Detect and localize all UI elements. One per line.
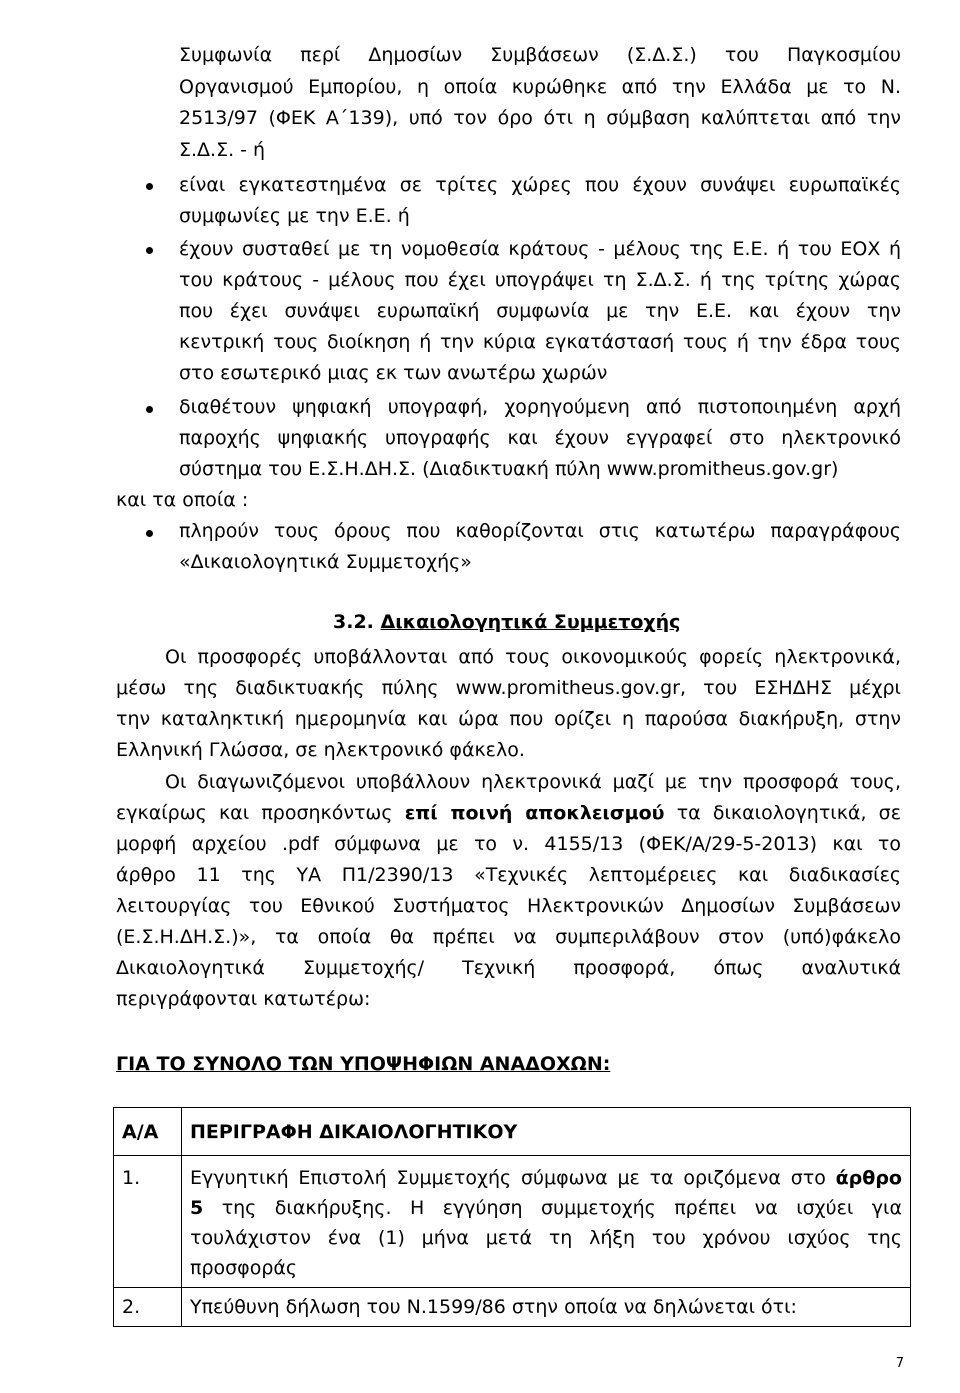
bullet-line: «Δικαιολογητικά Συμμετοχής» bbox=[179, 551, 472, 573]
header-cell: Α/Α bbox=[114, 1108, 182, 1156]
intro-line: Σ.Δ.Σ. - ή bbox=[179, 139, 266, 161]
paragraph-line: την καταληκτική ημερομηνία και ώρα που ορίζει η παρούσα διακήρυξη, στην bbox=[116, 708, 901, 730]
paragraph-line: λειτουργίας του Εθνικού Συστήματος Ηλεκτρονικών Δημοσίων Συμβάσεων bbox=[116, 895, 901, 917]
bullet-line: στο εσωτερικό μιας εκ των ανωτέρω χωρών bbox=[179, 362, 608, 384]
bullet-line: πληρούν τους όρους που καθορίζονται στις κατωτέρω παραγράφους bbox=[179, 520, 901, 542]
emphasis-text: επί ποινή αποκλεισμού bbox=[404, 802, 665, 824]
paragraph-line: Δικαιολογητικά Συμμετοχής/ Τεχνική προσφορά, όπως αναλυτικά bbox=[116, 957, 901, 979]
bullet-line: συμφωνίες με την Ε.Ε. ή bbox=[179, 205, 410, 227]
bullet-icon bbox=[146, 247, 153, 254]
text-run: εγκαίρως και προσηκόντως bbox=[116, 802, 405, 824]
header-cell: ΠΕΡΙΓΡΑΦΗ ΔΙΚΑΙΟΛΟΓΗΤΙΚΟΥ bbox=[182, 1108, 911, 1156]
text-run: Εγγυητική Επιστολή Συμμετοχής σύμφωνα με τα οριζόμενα στο bbox=[190, 1167, 836, 1189]
paragraph-line: μέσω της διαδικτυακής πύλης www.promitheus.gov.gr, του ΕΣΗΔΗΣ μέχρι bbox=[116, 677, 901, 699]
section-heading bbox=[333, 611, 680, 633]
paragraph-line: Οι προσφορές υποβάλλονται από τους οικονομικούς φορείς ηλεκτρονικά, bbox=[165, 646, 901, 668]
table-row bbox=[114, 1288, 911, 1327]
intro-line: 2513/97 (ΦΕΚ Α΄139), υπό τον όρο ότι η σύμβαση καλύπτεται από την bbox=[179, 107, 901, 129]
bullet-icon bbox=[146, 530, 153, 537]
table-row bbox=[114, 1156, 911, 1288]
bullet-line: κεντρική τους διοίκηση ή την κύρια εγκατάστασή τους ή την έδρα τους bbox=[179, 331, 901, 353]
intro-line: Οργανισμού Εμπορίου, η οποία κυρώθηκε από την Ελλάδα με το Ν. bbox=[179, 76, 901, 98]
row-description: Υπεύθυνη δήλωση του Ν.1599/86 στην οποία να δηλώνεται ότι: bbox=[182, 1288, 911, 1327]
bullet-icon bbox=[146, 183, 153, 190]
bullet-line: που έχει συνάψει ευρωπαϊκή συμφωνία με την Ε.Ε. και έχουν την bbox=[179, 300, 901, 322]
section-title: Δικαιολογητικά Συμμετοχής bbox=[380, 611, 681, 633]
cell-line: τουλάχιστον ένα (1) μήνα μετά τη λήξη του χρόνου ισχύος της bbox=[190, 1227, 902, 1249]
paragraph-line: Οι διαγωνιζόμενοι υποβάλλουν ηλεκτρονικά μαζί με την προσφορά τους, bbox=[165, 771, 901, 793]
and-which-text: και τα οποία : bbox=[116, 489, 249, 511]
section-number: 3.2. bbox=[333, 611, 374, 633]
paragraph-line: (Ε.Σ.Η.ΔΗ.Σ.)», τα οποία θα πρέπει να συμπεριλάβουν στον (υπό)φάκελο bbox=[116, 926, 901, 948]
text-run: τα δικαιολογητικά, σε bbox=[664, 802, 901, 824]
bullet-line: έχουν συσταθεί με τη νομοθεσία κράτους - μέλους της Ε.Ε. ή του ΕΟΧ ή bbox=[179, 238, 901, 260]
bullet-line: παροχής ψηφιακής υπογραφής και έχουν εγγραφεί στο ηλεκτρονικό bbox=[179, 427, 901, 449]
cell-line bbox=[190, 1163, 902, 1193]
paragraph-line bbox=[116, 798, 901, 829]
page-number: 7 bbox=[895, 1356, 904, 1371]
bullet-line: διαθέτουν ψηφιακή υπογραφή, χορηγούμενη από πιστοποιημένη αρχή bbox=[179, 396, 901, 418]
candidates-heading: ΓΙΑ ΤΟ ΣΥΝΟΛΟ ΤΩΝ ΥΠΟΨΗΦΙΩΝ ΑΝΑΔΟΧΩΝ: bbox=[116, 1053, 611, 1075]
row-number: 1. bbox=[114, 1156, 182, 1288]
bullet-line: σύστημα του Ε.Σ.Η.ΔΗ.Σ. (Διαδικτυακή πύλη www.promitheus.gov.gr) bbox=[179, 458, 839, 480]
cell-line bbox=[190, 1193, 902, 1223]
emphasis-text: άρθρο bbox=[835, 1167, 902, 1189]
bullet-icon bbox=[146, 406, 153, 413]
intro-line: Συμφωνία περί Δημοσίων Συμβάσεων (Σ.Δ.Σ.) του Παγκοσμίου bbox=[179, 44, 901, 66]
paragraph-line: περιγράφονται κατωτέρω: bbox=[116, 988, 371, 1010]
row-number: 2. bbox=[114, 1288, 182, 1327]
paragraph-line: Ελληνική Γλώσσα, σε ηλεκτρονικό φάκελο. bbox=[116, 739, 525, 761]
row-description bbox=[182, 1156, 911, 1288]
requirements-table bbox=[113, 1107, 911, 1327]
text-run: της διακήρυξης. Η εγγύηση συμμετοχής πρέπει να ισχύει για bbox=[203, 1197, 902, 1219]
bullet-line: είναι εγκατεστημένα σε τρίτες χώρες που έχουν συνάψει ευρωπαϊκές bbox=[179, 174, 901, 196]
paragraph-line: άρθρο 11 της ΥΑ Π1/2390/13 «Τεχνικές λεπτομέρειες και διαδικασίες bbox=[116, 864, 901, 886]
emphasis-text: 5 bbox=[190, 1197, 204, 1219]
table-header-row bbox=[114, 1108, 911, 1156]
cell-line: προσφοράς bbox=[190, 1257, 298, 1279]
bullet-line: του κράτους - μέλους που έχει υπογράψει τη Σ.Δ.Σ. ή της τρίτης χώρας bbox=[179, 269, 901, 291]
paragraph-line: μορφή αρχείου .pdf σύμφωνα με το ν. 4155/13 (ΦΕΚ/Α/29-5-2013) και το bbox=[116, 833, 901, 855]
